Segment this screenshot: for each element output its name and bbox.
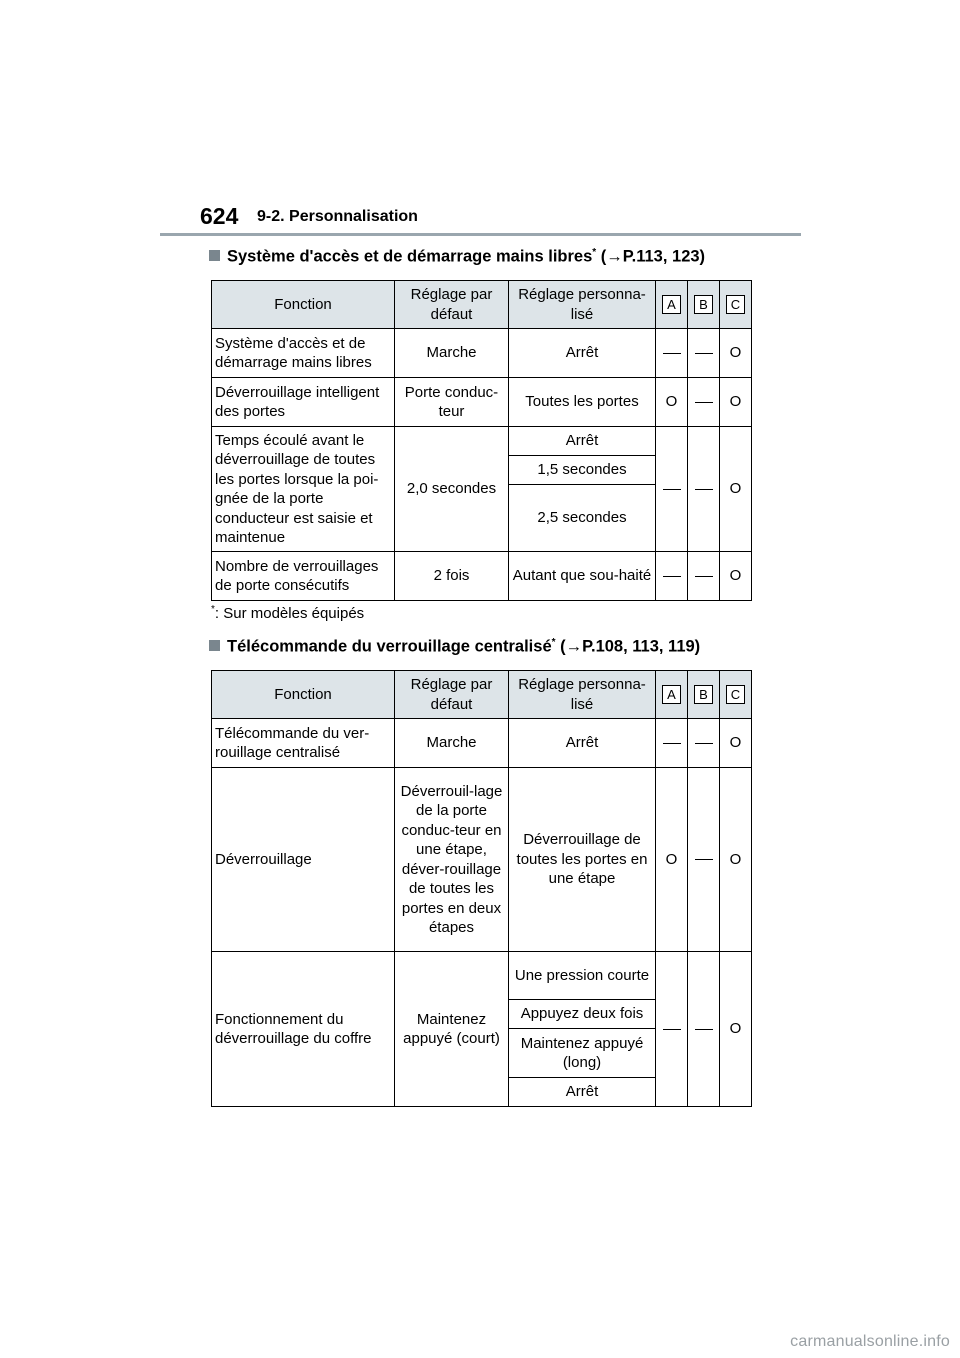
function-cell: Déverrouillage intelligent des portes [212,378,395,427]
table-header-row [212,671,752,719]
dash-icon [663,489,681,490]
dash-icon [695,859,713,860]
table-header-row [212,281,752,329]
col-header-c [720,671,752,719]
col-header-fonction: Fonction [212,671,395,719]
dash-icon [695,353,713,354]
watermark [0,1333,960,1351]
function-cell: Temps écoulé avant le déverrouillage de toutes les portes lorsque la poi-gnée de la porte conducteur est saisie et maintenue [212,427,395,552]
col-a-cell [656,329,688,378]
col-c-cell: O [720,719,752,768]
header-rule [160,233,801,236]
col-a-cell [656,719,688,768]
letter-c-box: C [726,685,745,704]
custom-cell: Toutes les portes [509,378,656,427]
dash-icon [695,1029,713,1030]
default-cell: Marche [395,329,509,378]
remote-lock-table [211,670,752,1107]
custom-cell: Déverrouillage de toutes les portes en une étape [509,768,656,952]
heading-text: Télécommande du verrouillage centralisé [227,637,552,656]
col-b-cell [688,552,720,601]
square-bullet-icon [209,250,220,261]
dash-icon [663,576,681,577]
col-header-c [720,281,752,329]
custom-cell: Maintenez appuyé (long) [509,1029,656,1078]
col-c-cell: O [720,329,752,378]
function-cell: Télécommande du ver-rouillage centralisé [212,719,395,768]
function-cell: Système d'accès et de démarrage mains libres [212,329,395,378]
table-row [212,552,752,601]
default-cell: Maintenez appuyé (court) [395,952,509,1107]
table-row [212,952,752,1000]
default-cell: Marche [395,719,509,768]
section-title: 9-2. Personnalisation [257,208,418,225]
dash-icon [695,743,713,744]
col-header-perso: Réglage personna-lisé [509,671,656,719]
dash-icon [695,402,713,403]
custom-cell: 2,5 secondes [509,485,656,552]
function-cell: Fonctionnement du déverrouillage du coffre [212,952,395,1107]
table-row [212,427,752,456]
col-b-cell [688,952,720,1107]
letter-b-box: B [694,295,713,314]
table-row [212,329,752,378]
col-c-cell: O [720,378,752,427]
function-cell: Déverrouillage [212,768,395,952]
col-header-fonction: Fonction [212,281,395,329]
col-header-a [656,281,688,329]
col-c-cell: O [720,552,752,601]
default-cell: Déverrouil-lage de la porte conduc-teur en une étape, déver-rouillage de toutes les portes en deux étapes [395,768,509,952]
square-bullet-icon [209,640,220,651]
default-cell: Porte conduc-teur [395,378,509,427]
section-heading-smart-access [209,247,705,267]
page-reference: (→P.108, 113, 119) [555,637,701,656]
table-row [212,378,752,427]
footnote-text: : Sur modèles équipés [214,605,365,622]
col-header-perso: Réglage personna-lisé [509,281,656,329]
col-header-b [688,671,720,719]
smart-access-table [211,280,752,601]
col-b-cell [688,719,720,768]
custom-cell: Arrêt [509,719,656,768]
default-cell: 2,0 secondes [395,427,509,552]
col-header-defaut: Réglage par défaut [395,671,509,719]
asterisk: * [551,637,556,648]
table-row [212,768,752,952]
col-c-cell: O [720,427,752,552]
dash-icon [695,489,713,490]
letter-b-box: B [694,685,713,704]
col-header-a [656,671,688,719]
col-b-cell [688,427,720,552]
custom-cell: Arrêt [509,427,656,456]
dash-icon [663,743,681,744]
default-cell: 2 fois [395,552,509,601]
custom-cell: Arrêt [509,329,656,378]
table-row [212,719,752,768]
custom-cell: 1,5 secondes [509,456,656,485]
col-header-b [688,281,720,329]
col-header-defaut: Réglage par défaut [395,281,509,329]
dash-icon [663,353,681,354]
col-c-cell: O [720,952,752,1107]
section-heading-remote-lock [209,637,700,657]
custom-cell: Appuyez deux fois [509,1000,656,1029]
letter-c-box: C [726,295,745,314]
dash-icon [695,576,713,577]
col-a-cell [656,952,688,1107]
asterisk: * [592,247,597,258]
watermark-text: carmanualsonline.info [790,1333,950,1350]
col-a-cell [656,427,688,552]
page-number: 624 [200,203,239,229]
heading-text: Système d'accès et de démarrage mains libres [227,247,593,266]
col-c-cell: O [720,768,752,952]
letter-a-box: A [662,295,681,314]
letter-a-box: A [662,685,681,704]
custom-cell: Autant que sou-haité [509,552,656,601]
page-reference: (→P.113, 123) [596,247,706,266]
custom-cell: Arrêt [509,1078,656,1107]
col-b-cell [688,768,720,952]
dash-icon [663,1029,681,1030]
col-a-cell: O [656,378,688,427]
col-b-cell [688,378,720,427]
function-cell: Nombre de verrouillages de porte consécutifs [212,552,395,601]
custom-cell: Une pression courte [509,952,656,1000]
footnote [211,604,364,622]
col-b-cell [688,329,720,378]
col-a-cell: O [656,768,688,952]
col-a-cell [656,552,688,601]
footnote-mark: * [211,604,215,615]
